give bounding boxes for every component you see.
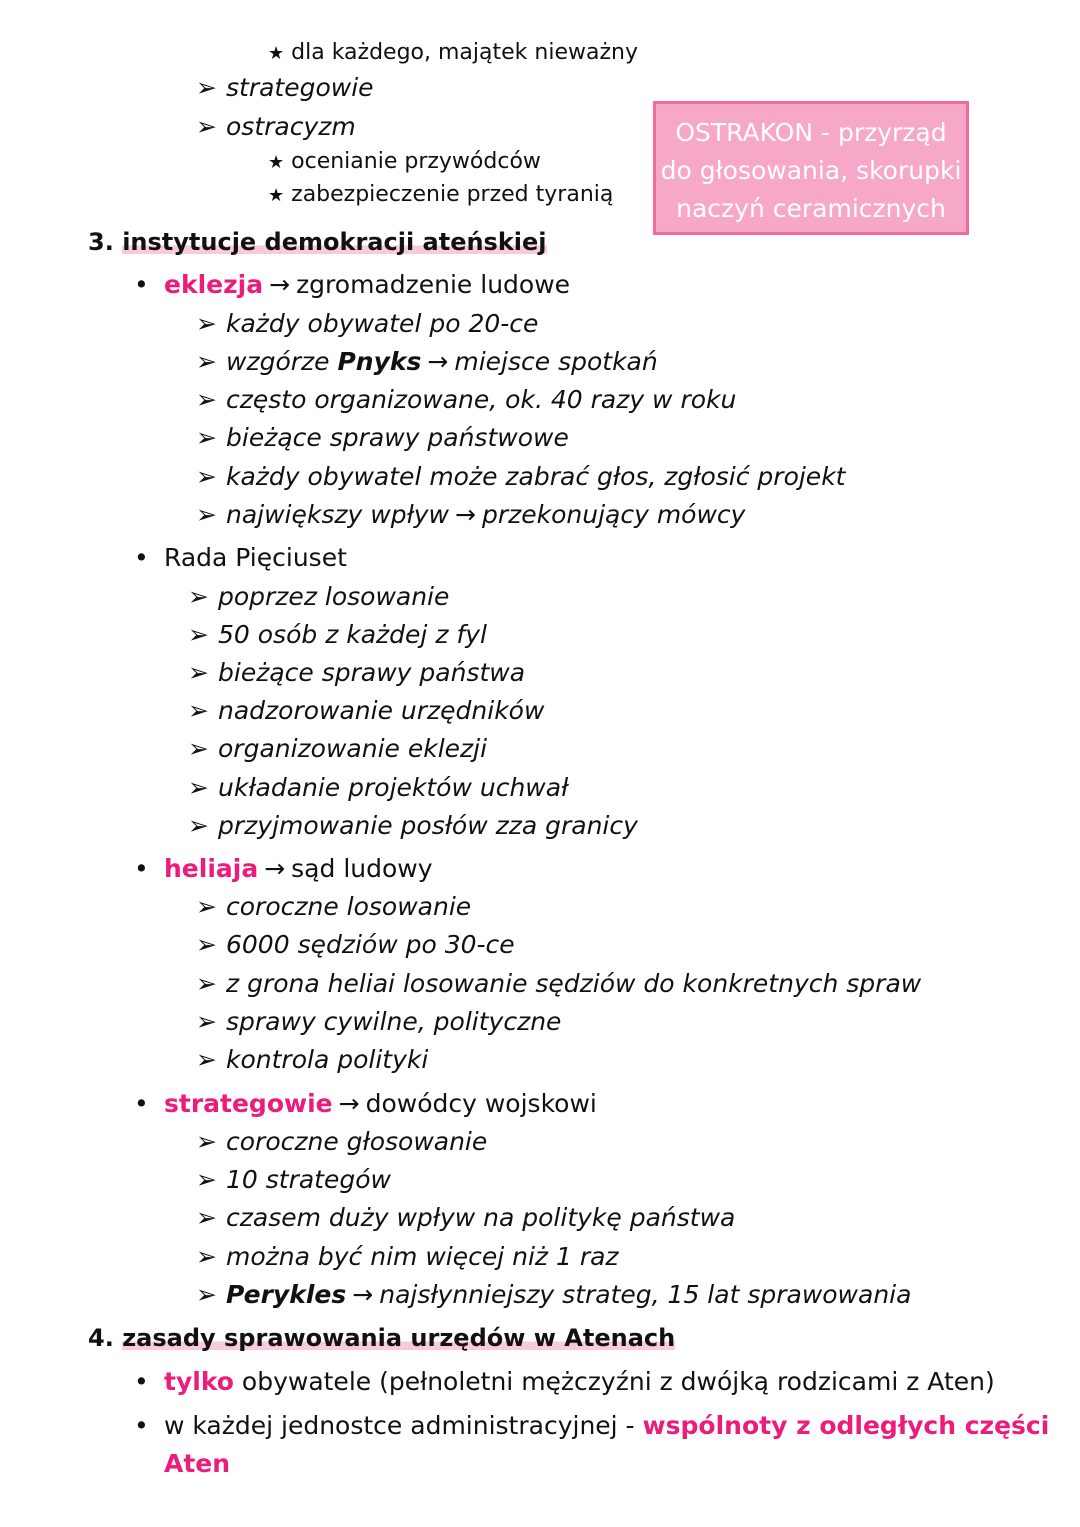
arrow-icon: → bbox=[264, 854, 286, 883]
sub-text: można być nim więcej niż 1 raz bbox=[226, 1242, 619, 1271]
sub-text: nadzorowanie urzędników bbox=[218, 696, 545, 725]
arrowhead-icon: ➢ bbox=[196, 385, 217, 414]
sub-item bbox=[196, 1201, 735, 1235]
rule-item bbox=[134, 1409, 1049, 1443]
bullet-icon: • bbox=[134, 1089, 149, 1118]
arrow-icon: → bbox=[427, 347, 449, 376]
arrow-icon: → bbox=[338, 1089, 360, 1118]
sub-text: czasem duży wpływ na politykę państwa bbox=[226, 1203, 736, 1232]
arrowhead-icon: ➢ bbox=[196, 1203, 217, 1232]
star-icon: ★ bbox=[268, 43, 285, 64]
institution-eklezja bbox=[134, 268, 570, 302]
arrow-icon: → bbox=[352, 1280, 374, 1309]
star-text: zabezpieczenie przed tyranią bbox=[291, 182, 614, 207]
section-3-heading bbox=[88, 225, 547, 259]
arrowhead-icon: ➢ bbox=[188, 582, 209, 611]
arrowhead-icon: ➢ bbox=[196, 1007, 217, 1036]
rule-item-continuation bbox=[164, 1447, 230, 1481]
section-4-heading bbox=[88, 1321, 675, 1355]
arrowhead-icon: ➢ bbox=[196, 423, 217, 452]
sub-item bbox=[188, 694, 544, 728]
sub-text: coroczne głosowanie bbox=[226, 1127, 488, 1156]
arrowhead-icon: ➢ bbox=[196, 112, 217, 141]
sub-text: ostracyzm bbox=[226, 112, 356, 141]
arrowhead-icon: ➢ bbox=[188, 620, 209, 649]
sub-text: najsłynniejszy strateg, 15 lat sprawowania bbox=[379, 1280, 912, 1309]
rule-term: wspólnoty z odległych części bbox=[642, 1411, 1050, 1440]
rule-text: w każdej jednostce administracyjnej - bbox=[164, 1411, 635, 1440]
institution-rada bbox=[134, 541, 347, 575]
sub-text: miejsce spotkań bbox=[454, 347, 658, 376]
sub-item bbox=[196, 1240, 619, 1274]
sub-item bbox=[196, 967, 921, 1001]
arrowhead-icon: ➢ bbox=[188, 658, 209, 687]
sub-text: bieżące sprawy państwowe bbox=[226, 423, 569, 452]
sub-item bbox=[188, 618, 487, 652]
sub-item bbox=[196, 1005, 561, 1039]
sub-text: każdy obywatel po 20-ce bbox=[226, 309, 539, 338]
sub-text: układanie projektów uchwał bbox=[218, 773, 569, 802]
sub-item bbox=[196, 345, 658, 379]
bullet-icon: • bbox=[134, 543, 149, 572]
section-title: instytucje demokracji ateńskiej bbox=[122, 228, 547, 256]
bullet-icon: • bbox=[134, 854, 149, 883]
sub-text: poprzez losowanie bbox=[218, 582, 450, 611]
arrowhead-icon: ➢ bbox=[196, 347, 217, 376]
section-title: zasady sprawowania urzędów w Atenach bbox=[122, 1324, 676, 1352]
star-item bbox=[268, 145, 541, 180]
sub-item bbox=[196, 71, 374, 105]
institution-strategowie bbox=[134, 1087, 597, 1121]
sub-item bbox=[188, 656, 525, 690]
sub-text: często organizowane, ok. 40 razy w roku bbox=[226, 385, 737, 414]
arrowhead-icon: ➢ bbox=[196, 309, 217, 338]
arrowhead-icon: ➢ bbox=[188, 811, 209, 840]
arrowhead-icon: ➢ bbox=[196, 462, 217, 491]
sub-text: organizowanie eklezji bbox=[218, 734, 488, 763]
arrowhead-icon: ➢ bbox=[196, 1045, 217, 1074]
sub-text: największy wpływ bbox=[226, 500, 449, 529]
sub-item bbox=[196, 1043, 428, 1077]
arrowhead-icon: ➢ bbox=[188, 773, 209, 802]
term-desc: zgromadzenie ludowe bbox=[296, 270, 571, 299]
sub-item bbox=[196, 1278, 911, 1312]
note-line: do głosowania, skorupki bbox=[660, 156, 962, 185]
sub-item bbox=[196, 307, 538, 341]
arrowhead-icon: ➢ bbox=[196, 1280, 217, 1309]
sub-item bbox=[196, 1125, 487, 1159]
sub-text: strategowie bbox=[226, 73, 374, 102]
arrowhead-icon: ➢ bbox=[196, 73, 217, 102]
sub-text: 10 strategów bbox=[226, 1165, 391, 1194]
sub-text: z grona heliai losowanie sędziów do konkretnych spraw bbox=[226, 969, 922, 998]
sub-item bbox=[188, 771, 568, 805]
sub-text: kontrola polityki bbox=[226, 1045, 429, 1074]
sub-text: 50 osób z każdej z fyl bbox=[218, 620, 487, 649]
term: strategowie bbox=[164, 1089, 333, 1118]
sub-item bbox=[196, 1163, 391, 1197]
arrow-icon: → bbox=[269, 270, 291, 299]
sub-item bbox=[196, 928, 515, 962]
arrowhead-icon: ➢ bbox=[196, 1242, 217, 1271]
institution-heliaja bbox=[134, 852, 433, 886]
sub-item bbox=[196, 498, 745, 532]
star-icon: ★ bbox=[268, 152, 285, 173]
sub-item bbox=[196, 421, 569, 455]
section-number: 3. bbox=[88, 228, 114, 256]
rule-text: obywatele (pełnoletni mężczyźni z dwójką rodzicami z Aten) bbox=[241, 1367, 995, 1396]
sub-text: bieżące sprawy państwa bbox=[218, 658, 526, 687]
sub-text: 6000 sędziów po 30-ce bbox=[226, 930, 515, 959]
bullet-icon: • bbox=[134, 270, 149, 299]
arrowhead-icon: ➢ bbox=[188, 696, 209, 725]
arrowhead-icon: ➢ bbox=[196, 930, 217, 959]
sub-text: sprawy cywilne, polityczne bbox=[226, 1007, 562, 1036]
arrowhead-icon: ➢ bbox=[196, 892, 217, 921]
term: eklezja bbox=[164, 270, 264, 299]
ostrakon-note-box bbox=[653, 101, 969, 235]
term-desc: dowódcy wojskowi bbox=[365, 1089, 597, 1118]
sub-text: coroczne losowanie bbox=[226, 892, 472, 921]
rule-term: Aten bbox=[164, 1449, 231, 1478]
rule-term: tylko bbox=[164, 1367, 234, 1396]
star-item bbox=[268, 36, 638, 71]
sub-item bbox=[188, 732, 487, 766]
section-number: 4. bbox=[88, 1324, 114, 1352]
note-line: OSTRAKON - przyrząd bbox=[675, 118, 947, 147]
star-item bbox=[268, 178, 613, 213]
sub-item bbox=[196, 110, 356, 144]
sub-item bbox=[196, 383, 736, 417]
term: Rada Pięciuset bbox=[164, 543, 347, 572]
arrow-icon: → bbox=[455, 500, 476, 529]
star-text: ocenianie przywódców bbox=[291, 149, 541, 174]
sub-item bbox=[188, 580, 449, 614]
sub-term: Perykles bbox=[226, 1280, 347, 1309]
term: heliaja bbox=[164, 854, 259, 883]
sub-text: przyjmowanie posłów zza granicy bbox=[218, 811, 638, 840]
sub-item bbox=[196, 890, 471, 924]
arrowhead-icon: ➢ bbox=[188, 734, 209, 763]
sub-text: wzgórze bbox=[226, 347, 330, 376]
sub-text: przekonujący mówcy bbox=[481, 500, 746, 529]
arrowhead-icon: ➢ bbox=[196, 1127, 217, 1156]
star-icon: ★ bbox=[268, 185, 285, 206]
term-desc: sąd ludowy bbox=[291, 854, 433, 883]
sub-item bbox=[196, 460, 845, 494]
rule-item bbox=[134, 1365, 995, 1399]
note-line: naczyń ceramicznych bbox=[676, 194, 946, 223]
sub-text: każdy obywatel może zabrać głos, zgłosić projekt bbox=[226, 462, 846, 491]
arrowhead-icon: ➢ bbox=[196, 1165, 217, 1194]
arrowhead-icon: ➢ bbox=[196, 500, 217, 529]
bullet-icon: • bbox=[134, 1367, 149, 1396]
sub-item bbox=[188, 809, 638, 843]
arrowhead-icon: ➢ bbox=[196, 969, 217, 998]
sub-term: Pnyks bbox=[337, 347, 422, 376]
star-text: dla każdego, majątek nieważny bbox=[291, 40, 638, 65]
bullet-icon: • bbox=[134, 1411, 149, 1440]
